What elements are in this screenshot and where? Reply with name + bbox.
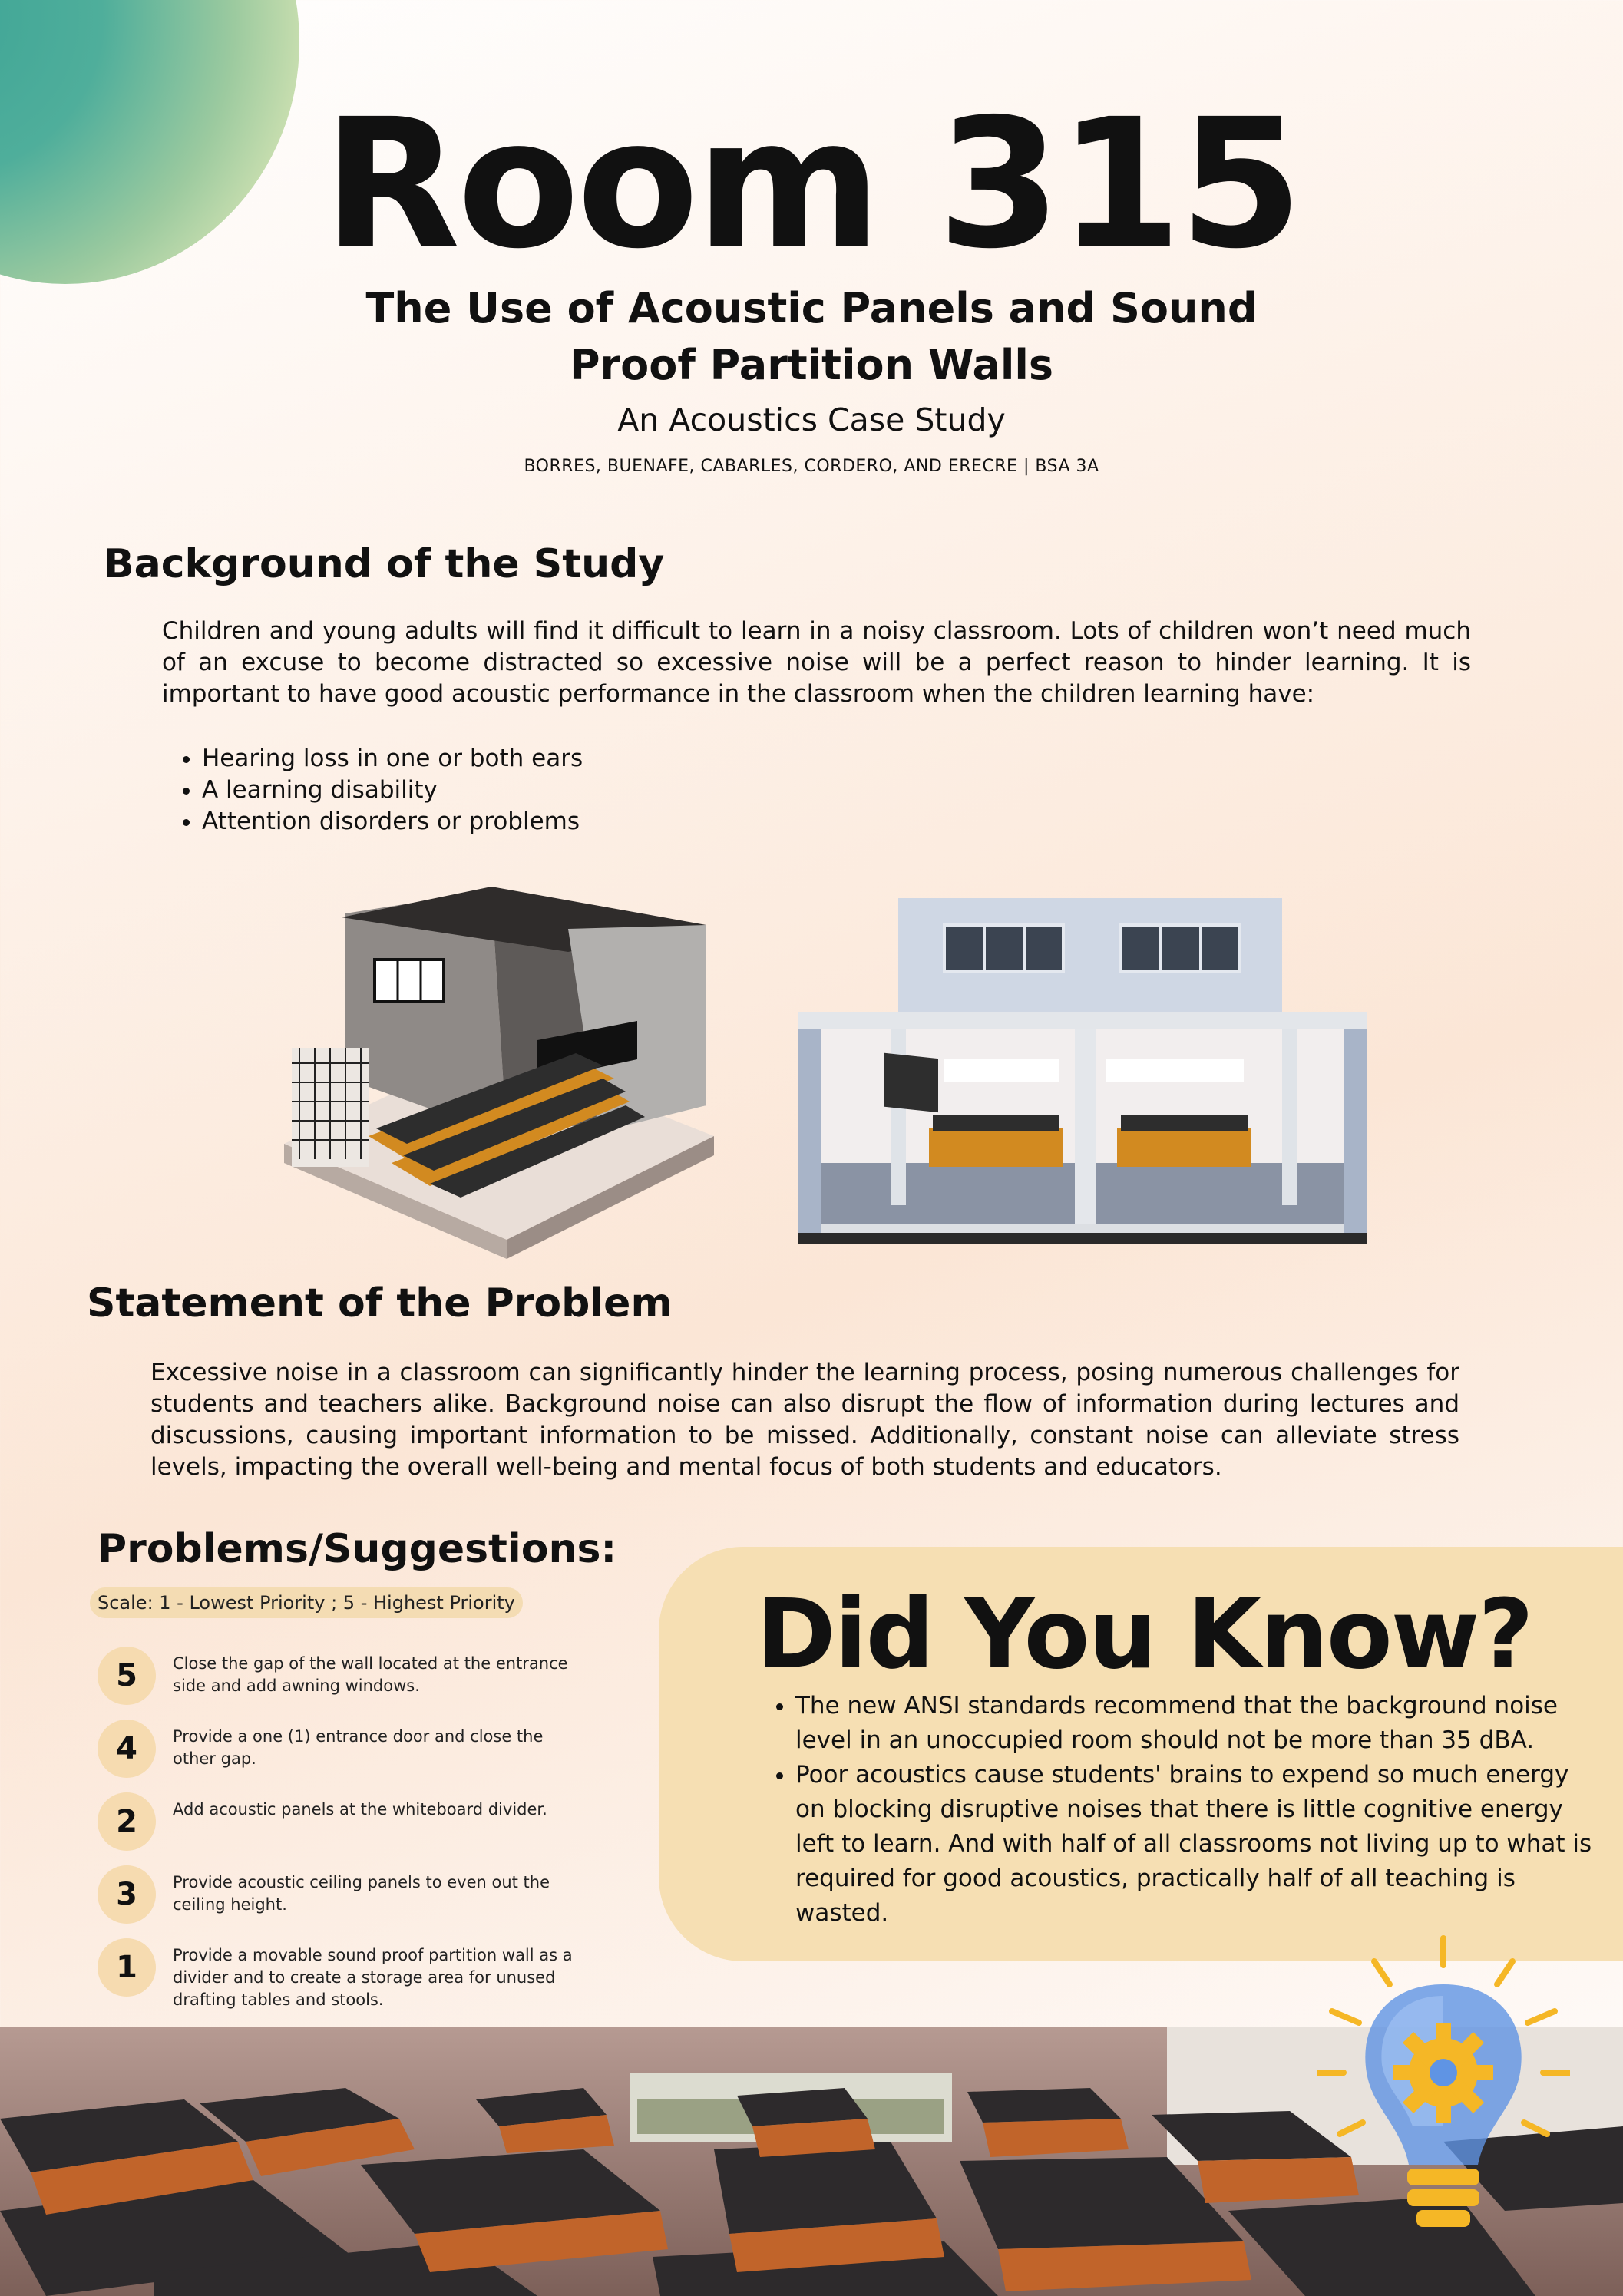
- did-you-know-list: [768, 1689, 1594, 1931]
- background-bullet-list: [162, 743, 583, 837]
- priority-badge: 1: [98, 1938, 156, 1997]
- background-paragraph: Children and young adults will find it difficult to learn in a noisy classroom. Lots of children won’t need much of an excuse to become distracted so excessive noise will be a perfect reason to hinder learning. It is important to have good acoustic performance in the classroom when the children learning have:: [162, 617, 1471, 708]
- poster-subtitle: The Use of Acoustic Panels and Sound Proof Partition Walls: [365, 284, 1258, 389]
- priority-list: [98, 1647, 604, 2011]
- problem-heading: Statement of the Problem: [87, 1280, 673, 1326]
- suggestion-text: Add acoustic panels at the whiteboard divider.: [173, 1800, 547, 1819]
- priority-badge: 5: [98, 1647, 156, 1705]
- priority-scale-badge: Scale: 1 - Lowest Priority ; 5 - Highest Priority: [90, 1587, 523, 1618]
- list-item: [98, 1938, 604, 2011]
- suggestion-text: Provide a one (1) entrance door and close the other gap.: [173, 1727, 544, 1768]
- list-item: [98, 1720, 604, 1792]
- case-study-label: An Acoustics Case Study: [617, 401, 1006, 438]
- background-heading: Background of the Study: [104, 541, 665, 587]
- list-item: [98, 1792, 604, 1865]
- lightbulb-gear-icon: [1317, 1934, 1570, 2249]
- poster-title: Room 315: [322, 81, 1301, 288]
- problem-paragraph: Excessive noise in a classroom can significantly hinder the learning process, posing numerous challenges for students and teachers alike. Background noise can also disrupt the flow of information during lectures and discussions, causing important information to be missed. Additionally, constant noise can alleviate stress levels, impacting the overall well-being and mental focus of both students and educators.: [150, 1359, 1459, 1481]
- suggestion-text: Provide a movable sound proof partition wall as a divider and to create a storage area for unused drafting tables and stools.: [173, 1946, 573, 2009]
- priority-badge: 4: [98, 1720, 156, 1778]
- list-item: • Hearing loss in one or both ears: [202, 743, 583, 775]
- did-you-know-title: Did You Know?: [756, 1579, 1532, 1690]
- suggestion-text: Provide acoustic ceiling panels to even out the ceiling height.: [173, 1873, 550, 1914]
- list-item: • Poor acoustics cause students' brains to expend so much energy on blocking disruptive noises that there is little cognitive energy left to learn. And with half of all classrooms not living up to what is required for good acoustics, practically half of all teaching is wasted.: [795, 1758, 1594, 1931]
- list-item: [98, 1647, 604, 1720]
- list-item: • Attention disorders or problems: [202, 806, 583, 837]
- list-item: • The new ANSI standards recommend that the background noise level in an unoccupied room should not be more than 35 dBA.: [795, 1689, 1594, 1758]
- suggestions-heading: Problems/Suggestions:: [98, 1526, 617, 1572]
- priority-badge: 2: [98, 1792, 156, 1851]
- priority-badge: 3: [98, 1865, 156, 1924]
- authors-line: BORRES, BUENAFE, CABARLES, CORDERO, AND ERECRE | BSA 3A: [524, 457, 1099, 476]
- suggestion-text: Close the gap of the wall located at the entrance side and add awning windows.: [173, 1654, 568, 1695]
- list-item: • A learning disability: [202, 775, 583, 806]
- classroom-front-elevation-illustration: [798, 898, 1367, 1244]
- classroom-isometric-illustration: [276, 883, 722, 1267]
- list-item: [98, 1865, 604, 1938]
